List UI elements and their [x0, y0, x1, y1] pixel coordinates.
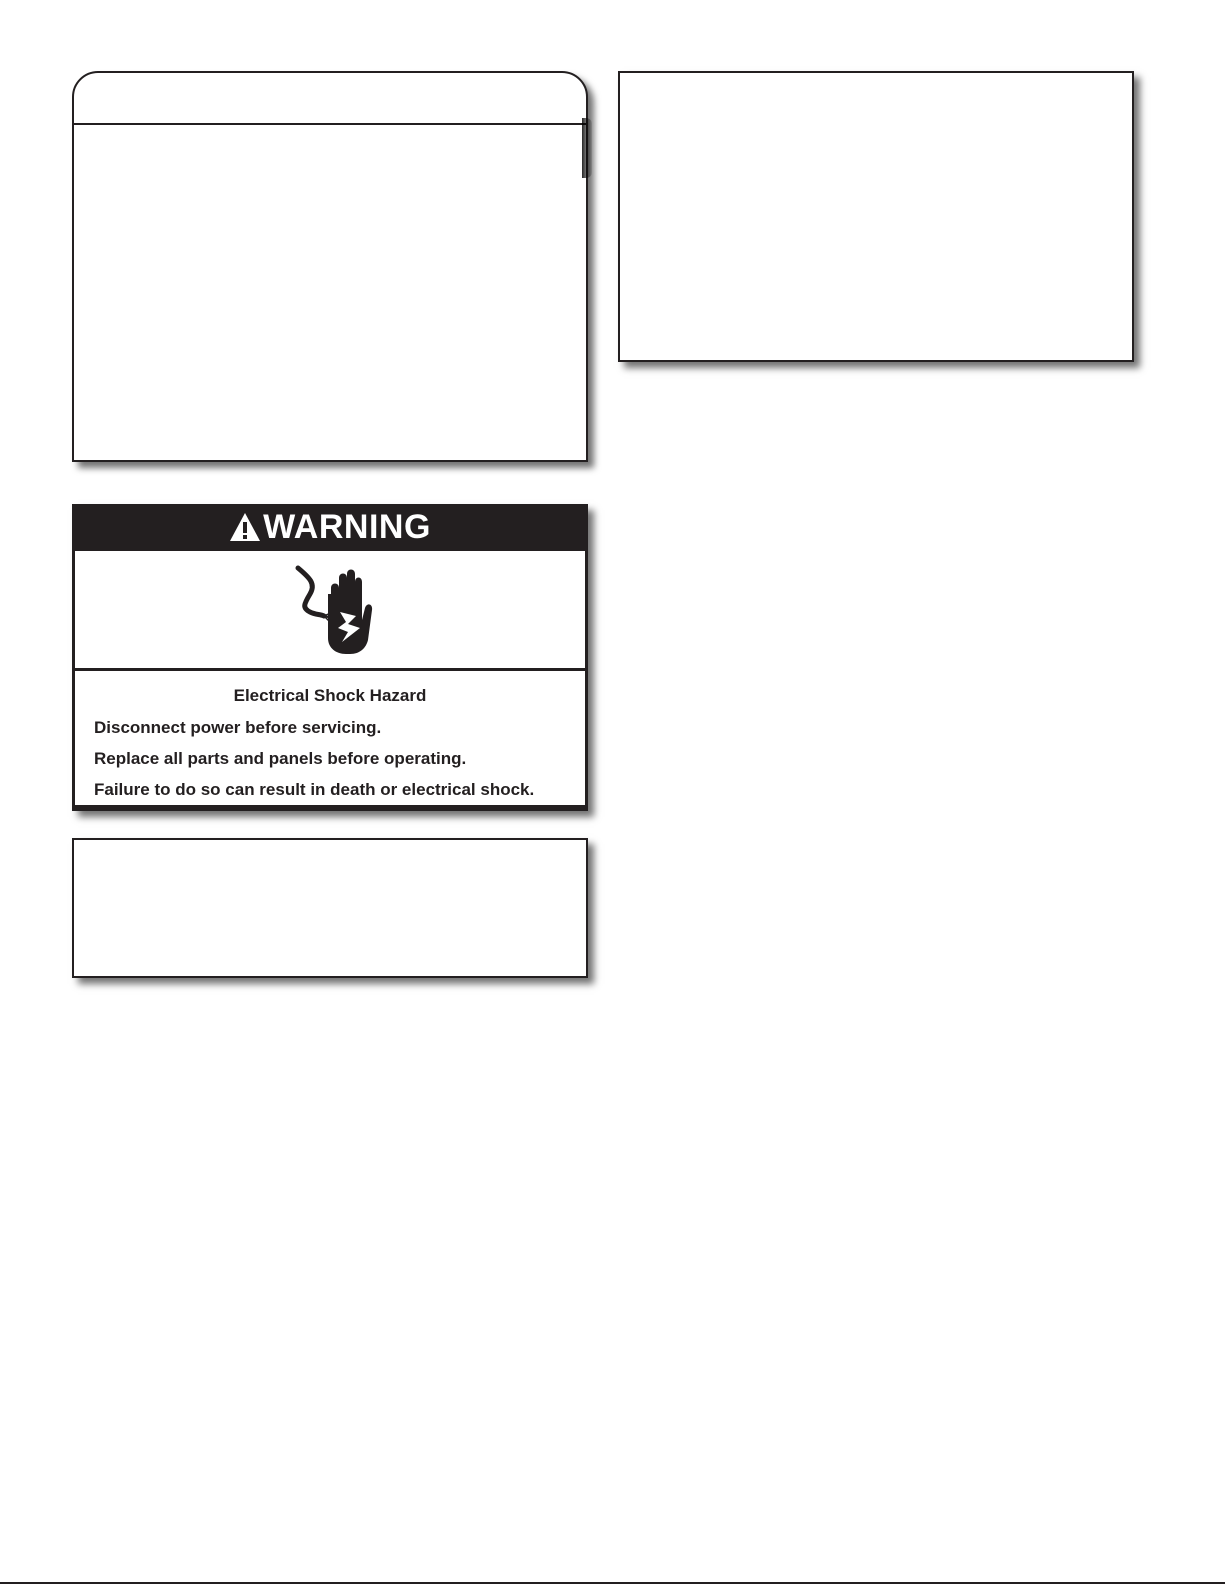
alert-triangle-icon	[229, 512, 261, 542]
hazard-title: Electrical Shock Hazard	[233, 686, 427, 705]
warning-text-panel	[75, 671, 585, 805]
warning-line: Replace all parts and panels before operating.	[94, 749, 467, 768]
warning-header	[75, 504, 585, 550]
electrical-shock-hand-icon	[280, 564, 380, 656]
page-bottom-rule	[0, 1582, 1225, 1584]
lower-info-box	[72, 838, 588, 978]
tab-shadow	[582, 118, 592, 178]
right-info-box	[618, 71, 1134, 362]
tabbed-info-box	[72, 71, 588, 462]
warning-label	[72, 504, 588, 811]
warning-line: Failure to do so can result in death or electrical shock.	[94, 780, 535, 799]
warning-header-label: WARNING	[263, 507, 431, 546]
warning-icon-panel	[75, 551, 585, 668]
warning-line: Disconnect power before servicing.	[94, 718, 382, 737]
tab-divider	[74, 123, 586, 125]
